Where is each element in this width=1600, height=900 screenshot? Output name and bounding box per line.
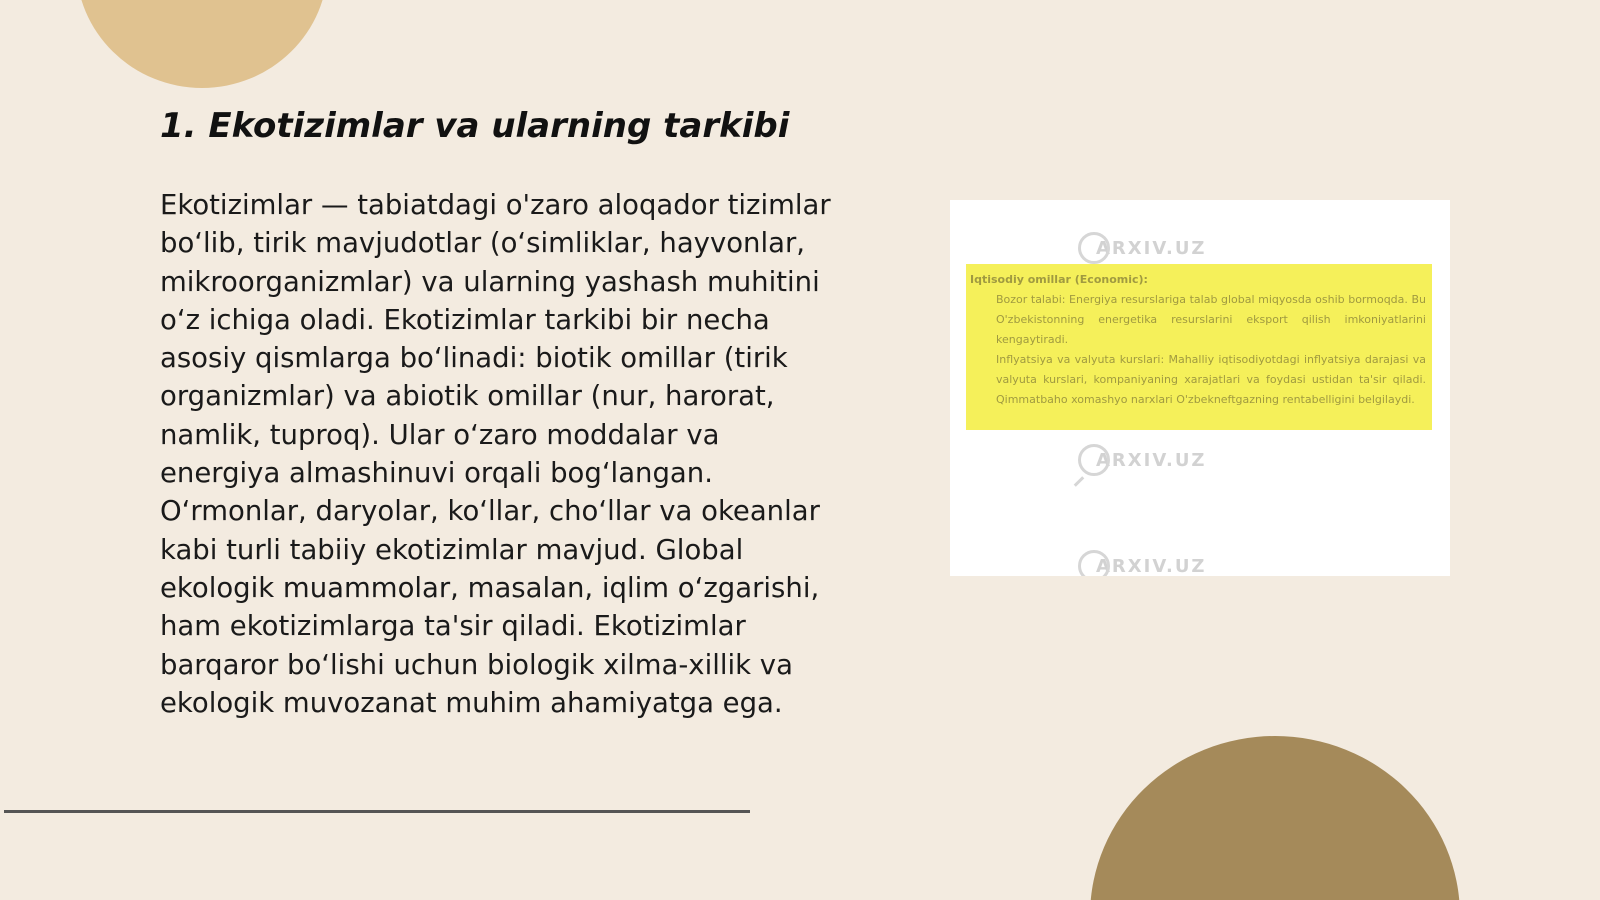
- magnifier-icon: [1078, 444, 1110, 476]
- decorative-circle-top: [76, 0, 328, 88]
- watermark: [1078, 444, 1206, 476]
- divider-line: [4, 810, 750, 813]
- slide-title: 1. Ekotizimlar va ularning tarkibi: [160, 106, 790, 146]
- watermark: [1078, 232, 1206, 264]
- slide-body-text: Ekotizimlar — tabiatdagi o'zaro aloqador tizimlar bo‘lib, tirik mavjudotlar (o‘simliklar, hayvonlar, mikroorganizmlar) va ularning yashash muhitini o‘z ichiga oladi. Ekotizimlar tarkibi bir necha asosiy qismlarga bo‘linadi: biotik omillar (tirik organizmlar) va abiotik omillar (nur, harorat, namlik, tuproq). Ular o‘zaro moddalar va energiya almashinuvi orqali bog‘langan. O‘rmonlar, daryolar, ko‘llar, cho‘llar va okeanlar kabi turli tabiiy ekotizimlar mavjud. Global ekologik muammolar, masalan, iqlim o‘zgarishi, ham ekotizimlarga ta'sir qiladi. Ekotizimlar barqaror bo‘lishi uchun biologik xilma-xillik va ekologik muvozanat muhim ahamiyatga ega.: [160, 189, 831, 719]
- magnifier-icon: [1078, 232, 1110, 264]
- highlighted-text-block: [966, 264, 1432, 430]
- watermark-text: ARXIV.UZ: [1096, 237, 1207, 259]
- decorative-circle-bottom: [1090, 736, 1460, 900]
- watermark-text: ARXIV.UZ: [1096, 449, 1207, 471]
- highlight-heading: Iqtisodiy omillar (Economic):: [970, 273, 1148, 286]
- magnifier-icon: [1078, 550, 1110, 576]
- watermark: [1078, 550, 1206, 576]
- watermark-text: ARXIV.UZ: [1096, 555, 1207, 576]
- highlight-paragraph: Bozor talabi: Energiya resurslariga talab global miqyosda oshib bormoqda. Bu O'zbekistonning energetika resurslarini eksport qilish imkoniyatlarini kengaytiradi.: [996, 293, 1426, 346]
- document-screenshot-image: [950, 200, 1450, 576]
- highlight-paragraph: Inflyatsiya va valyuta kurslari: Mahalliy iqtisodiyotdagi inflyatsiya darajasi va valyuta kurslari, kompaniyaning xarajatlari va foydasi ustidan ta'sir qiladi. Qimmatbaho xomashyo narxlari O'zbekneftgazning rentabelligini belgilaydi.: [996, 353, 1426, 406]
